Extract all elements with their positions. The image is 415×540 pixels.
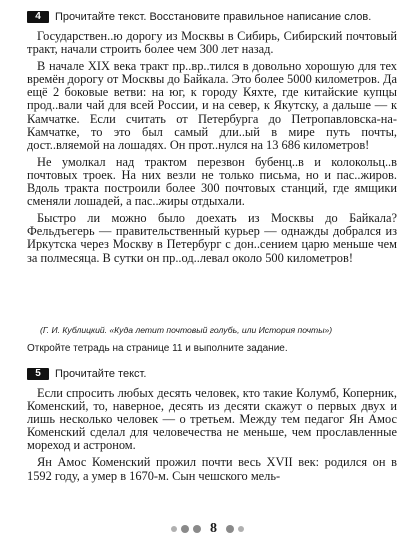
- task-instruction: Прочитайте текст. Восстановите правильное написание слов.: [55, 11, 372, 23]
- decorative-dot-icon: [226, 525, 234, 533]
- decorative-dot-icon: [181, 525, 189, 533]
- decorative-dot-icon: [171, 526, 177, 532]
- paragraph: Ян Амос Коменский прожил почти весь XVII век: родился он в 1592 году, а умер в 1670-м. Сын чешского мель-: [27, 455, 397, 483]
- workbook-instruction: Откройте тетрадь на странице 11 и выполните задание.: [27, 343, 288, 354]
- decorative-dot-icon: [238, 526, 244, 532]
- paragraph: Не умолкал над трактом перезвон бубенц..в и колокольц..в почтовых троек. На них везли не только письма, но и пас..жиров. Вдоль тракта построили более 300 почтовых станций, где ямщики сменяли лошадей, а пас..жиры отдыхали.: [27, 154, 397, 209]
- paragraph: Быстро ли можно было доехать из Москвы до Байкала? Фельдъегерь — правительственный курьер — однажды добрался из Иркутска через Москву в Петербург с дон..сением царю меньше чем за полмесяца. В сутки он пр..од..левал около 500 километров!: [27, 211, 397, 265]
- task-4-header: [27, 11, 371, 23]
- page-footer: [0, 521, 415, 537]
- paragraph: В начале XIX века тракт пр..вр..тился в довольно хорошую для тех времён дорогу от Москвы до Байкала. Это более 5000 километров. Да ещё 2 боковые ветви: на юг, к городу Кяхте, где китайские купцы прод..вали чай для всей России, и на север, к Якутску, а дальше — к Камчатке. Если считать от Петербурга до Петропавловска-на-Камчатке, то это был самый дли..ый в мире путь почты, дост..вляемой на лошадях. Он прот..нулся на 13 686 километров!: [27, 59, 397, 152]
- task-5-text: [27, 387, 397, 483]
- paragraph: Государствен..ю дорогу из Москвы в Сибирь, Сибирский почтовый тракт, начали строить более чем 300 лет назад.: [27, 29, 397, 57]
- task-number-badge: 4: [27, 11, 49, 23]
- decorative-dot-icon: [193, 525, 201, 533]
- paragraph: Если спросить любых десять человек, кто такие Колумб, Коперник, Коменский, то, наверное, десять из десяти скажут о первых двух и лишь несколько человек — о третьем. Между тем педагог Ян Амос Коменский сделал для человечества не меньше, чем прославленные мореход и астроном.: [27, 386, 397, 453]
- citation: (Г. И. Кублицкий. «Куда летит почтовый голубь, или История почты»): [40, 325, 333, 335]
- task-instruction: Прочитайте текст.: [55, 368, 147, 380]
- task-number-badge: 5: [27, 368, 49, 380]
- page-number: 8: [210, 521, 217, 536]
- task-4-text: [27, 30, 397, 265]
- task-5-header: [27, 368, 146, 380]
